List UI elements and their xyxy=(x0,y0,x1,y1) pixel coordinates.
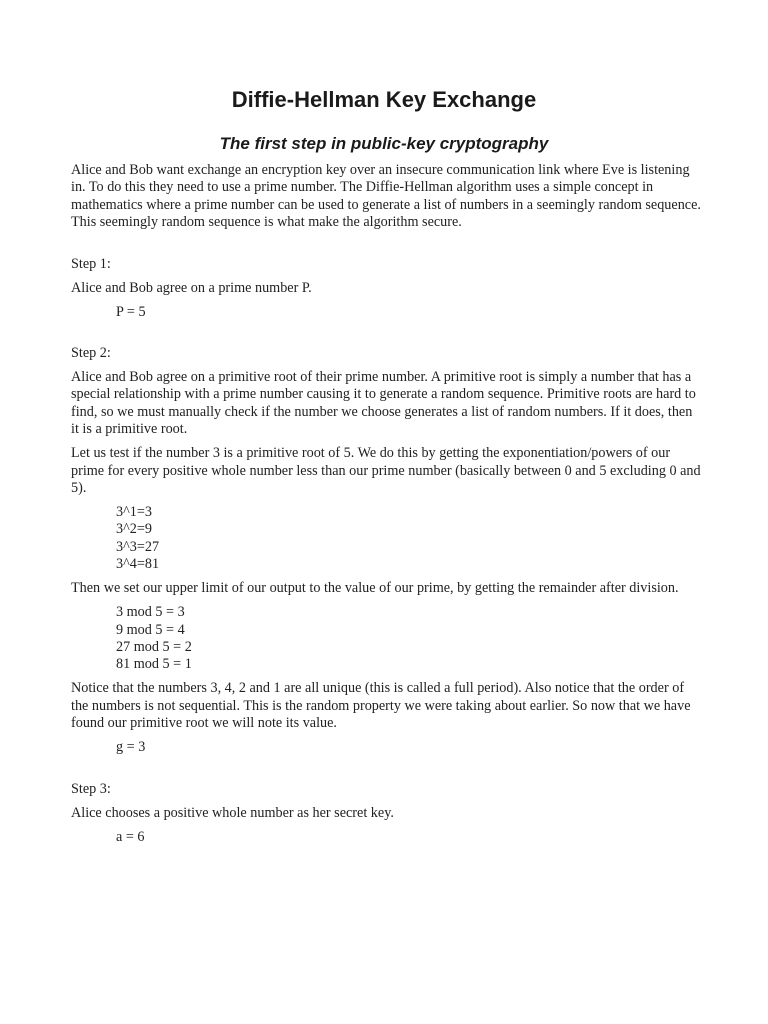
mod-line: 9 mod 5 = 4 xyxy=(116,621,185,638)
powers-list xyxy=(71,504,701,574)
document-subtitle: The first step in public-key cryptography xyxy=(219,134,549,153)
step1-heading: Step 1: xyxy=(71,255,111,272)
step2-text2: Let us test if the number 3 is a primitive root of 5. We do this by getting the exponentiation/powers of our prime for every positive whole number less than our prime number (basically between 0 and 5 excluding 0 and 5). xyxy=(71,445,701,497)
step1-text: Alice and Bob agree on a prime number P. xyxy=(71,279,312,296)
step3-text: Alice chooses a positive whole number as her secret key. xyxy=(71,804,394,821)
mod-line: 81 mod 5 = 1 xyxy=(116,656,192,673)
document-title: Diffie-Hellman Key Exchange xyxy=(231,87,537,112)
step2-text4: Notice that the numbers 3, 4, 2 and 1 are all unique (this is called a full period). Also notice that the order of the numbers is not sequential. This is the random property we were taking about earlier. So now that we have found our primitive root we will note its value. xyxy=(71,680,691,732)
step2-text1: Alice and Bob agree on a primitive root of their prime number. A primitive root is simply a number that has a special relationship with a prime number causing it to generate a random sequence. Primitive roots are hard to find, so we must manually check if the number we choose generates a list of random numbers. If it does, then it is a primitive root. xyxy=(71,369,696,438)
step2-heading: Step 2: xyxy=(71,345,111,361)
intro-paragraph: Alice and Bob want exchange an encryption key over an insecure communication link where Eve is listening in. To do this they need to use a prime number. The Diffie-Hellman algorithm uses a simple concept in mathematics where a prime number can be used to generate a list of numbers in a seemingly random sequence. This seemingly random sequence is what make the algorithm secure. xyxy=(71,162,701,231)
spacer xyxy=(71,238,701,255)
step2-text3: Then we set our upper limit of our output to the value of our prime, by getting the remainder after division. xyxy=(71,580,679,597)
step2-value-block xyxy=(71,739,701,756)
mod-line: 27 mod 5 = 2 xyxy=(116,639,192,656)
step3-value-block xyxy=(71,829,701,846)
mods-list xyxy=(71,604,701,674)
step3-heading: Step 3: xyxy=(71,780,111,797)
mod-line: 3 mod 5 = 3 xyxy=(116,604,185,621)
power-line: 3^3=27 xyxy=(116,538,160,555)
spacer xyxy=(71,763,701,780)
step3-value: a = 6 xyxy=(116,828,145,845)
power-line: 3^2=9 xyxy=(116,521,152,538)
step1-value-block xyxy=(71,304,701,321)
document-body xyxy=(71,162,701,853)
step2-value: g = 3 xyxy=(116,739,146,756)
step1-value: P = 5 xyxy=(116,303,146,320)
power-line: 3^4=81 xyxy=(116,556,160,573)
spacer xyxy=(71,328,701,345)
power-line: 3^1=3 xyxy=(116,504,152,521)
